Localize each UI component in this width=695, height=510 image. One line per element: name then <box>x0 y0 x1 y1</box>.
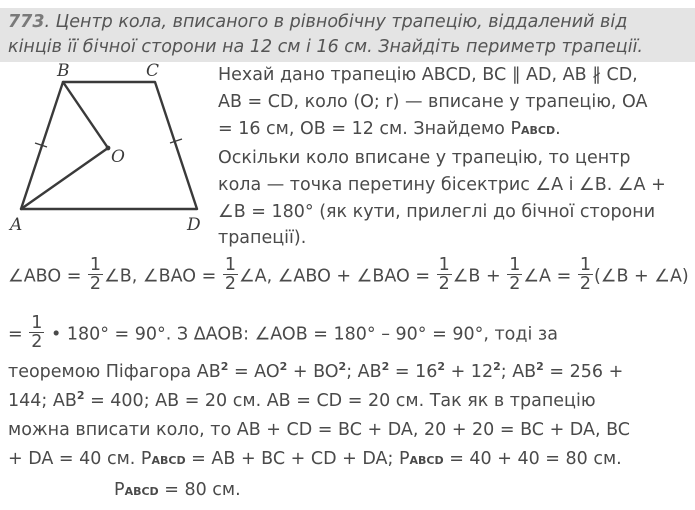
eq1-a: ∠ABO = <box>8 266 87 287</box>
label-c: C <box>146 62 160 81</box>
eq1-b: ∠B, ∠BAO = <box>104 266 222 287</box>
solution-line-6: ∠B = 180° (як кути, прилеглі до бічної сторони <box>218 202 656 222</box>
p3-subscript: ABCD <box>521 124 556 137</box>
solution-line-5: кола — точка перетину бісектрис ∠A і ∠B. ∠A + <box>218 175 666 195</box>
eq1-f: (∠B + ∠A) <box>593 266 689 287</box>
p3-text: = 16 см, OB = 12 см. Знайдемо P <box>218 119 522 139</box>
task-line-2: кінців її бічної сторони на 12 см і 16 см. Знайдіть периметр трапеції. <box>8 37 643 57</box>
equation-line-6: + DA = 40 см. PABCD = AB + BC + CD + DA; PABCD = 40 + 40 = 80 см. <box>8 449 622 469</box>
equation-line-4: 144; $AB^2 = 400$; AB = 20 см. AB = CD = 20 см. Так як в трапецію <box>8 389 596 411</box>
solution-line-3 <box>218 117 561 143</box>
fraction-half: $\frac{1}{2}$ <box>31 313 43 352</box>
answer-line: PABCD = 80 см. <box>114 480 241 500</box>
solution-line-2: AB = CD, коло (O; r) — вписане у трапецію, OA <box>218 92 648 112</box>
segment-bo <box>63 82 108 148</box>
label-o: O <box>111 147 125 167</box>
fraction-half: $\frac{1}{2}$ <box>509 255 521 294</box>
label-a: A <box>10 215 23 235</box>
eq2-a: = <box>8 324 29 345</box>
eq1-e: ∠A = <box>523 266 577 287</box>
solution-line-1: Нехай дано трапецію ABCD, BC ∥ AD, AB ∦ CD, <box>218 65 638 85</box>
solution-line-4: Оскільки коло вписане у трапецію, то центр <box>218 148 631 168</box>
eq1-d: ∠B + <box>452 266 507 287</box>
p3-end: . <box>555 119 561 139</box>
task-number: 773 <box>8 12 45 32</box>
fraction-half: $\frac{1}{2}$ <box>438 255 450 294</box>
equation-line-5: можна вписати коло, то AB + CD = BC + DA, 20 + 20 = BC + DA, BC <box>8 420 630 440</box>
fraction-half: $\frac{1}{2}$ <box>89 255 102 294</box>
equation-line-3: теоремою Піфагора $AB^2 = AO^2 + BO^2$; $AB^2 = 16^2 + 12^2$; $AB^2 = 256$ + <box>8 360 624 382</box>
equation-line-1 <box>8 255 689 295</box>
task-line-1 <box>8 10 627 34</box>
task-text-1: . Центр кола, вписаного в рівнобічну трапецію, віддалений від <box>44 12 628 32</box>
equation-line-2 <box>8 313 558 353</box>
eq2-b: • 180° = 90°. З ΔAOB: ∠AOB = 180° – 90° = 90°, тоді за <box>45 324 558 345</box>
label-b: B <box>57 62 70 81</box>
point-o <box>106 146 111 151</box>
solution-line-7: трапеції). <box>218 228 307 248</box>
eq1-c: ∠A, ∠ABO + ∠BAO = <box>238 266 436 287</box>
segment-ao <box>21 148 108 209</box>
fraction-half: $\frac{1}{2}$ <box>579 255 591 294</box>
label-d: D <box>187 215 201 235</box>
trapezoid-figure <box>0 62 215 242</box>
fraction-half: $\frac{1}{2}$ <box>224 255 236 294</box>
